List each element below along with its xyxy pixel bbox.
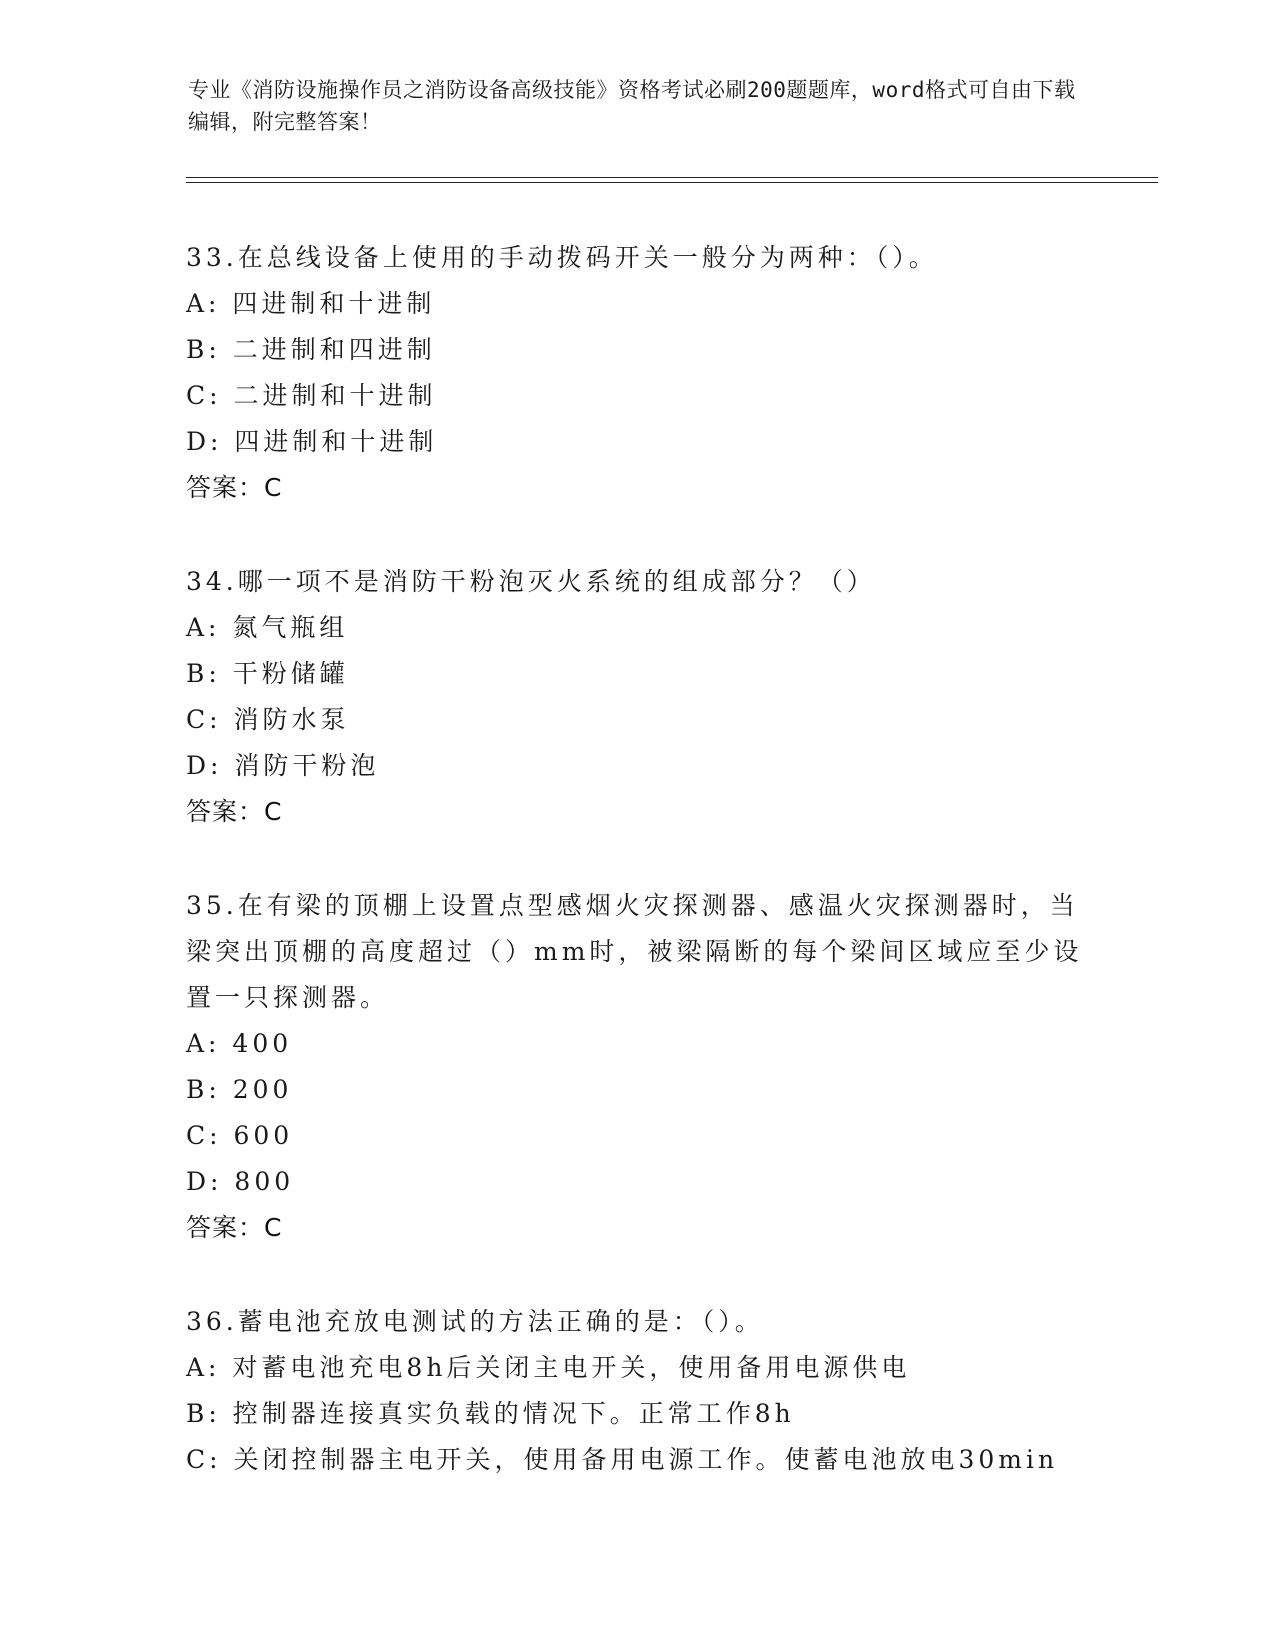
option-c: C: 600 [186,1121,294,1150]
option-b: B: 200 [186,1075,293,1104]
question-list [186,235,1086,1531]
answer-line: 答案：C [186,1213,283,1242]
question-36 [186,1299,1086,1483]
question-34 [186,559,1086,835]
question-stem: 36.蓄电池充放电测试的方法正确的是：（）。 [186,1307,764,1336]
question-35 [186,883,1086,1251]
option-a: A: 氮气瓶组 [186,613,349,642]
question-33 [186,235,1086,511]
option-b: B: 二进制和四进制 [186,335,436,364]
answer-line: 答案：C [186,797,283,826]
question-stem: 33.在总线设备上使用的手动拨码开关一般分为两种：（）。 [186,243,938,272]
question-stem: 34.哪一项不是消防干粉泡灭火系统的组成部分？（） [186,567,876,596]
question-stem: 35.在有梁的顶棚上设置点型感烟火灾探测器、感温火灾探测器时，当梁突出顶棚的高度超过（）mm时，被梁隔断的每个梁间区域应至少设置一只探测器。 [186,891,1083,1012]
document-header: 专业《消防设施操作员之消防设备高级技能》资格考试必刷200题题库，word格式可自由下载编辑，附完整答案！ [188,78,1076,134]
option-d: D: 800 [186,1167,295,1196]
option-c: C: 二进制和十进制 [186,381,437,410]
option-d: D: 四进制和十进制 [186,427,438,456]
option-c: C: 关闭控制器主电开关，使用备用电源工作。使蓄电池放电30min [186,1445,1059,1474]
option-d: D: 消防干粉泡 [186,751,380,780]
option-a: A: 对蓄电池充电8h后关闭主电开关，使用备用电源供电 [186,1353,911,1382]
header-divider-top [186,177,1158,178]
option-c: C: 消防水泵 [186,705,350,734]
header-divider-bottom [186,182,1158,183]
option-b: B: 干粉储罐 [186,659,349,688]
option-a: A: 400 [186,1029,293,1058]
option-a: A: 四进制和十进制 [186,289,436,318]
option-b: B: 控制器连接真实负载的情况下。正常工作8h [186,1399,795,1428]
answer-line: 答案：C [186,473,283,502]
